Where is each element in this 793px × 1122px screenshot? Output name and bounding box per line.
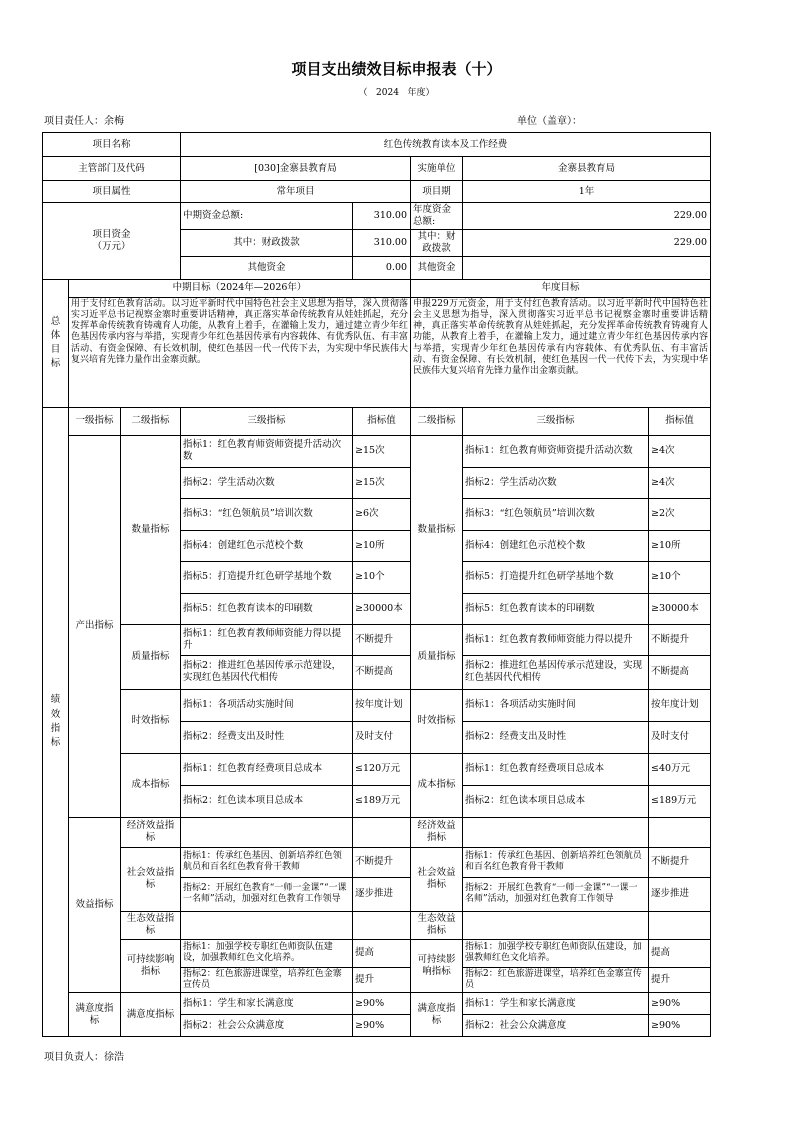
- sustain-indicator-year: 可持续影 响指标: [411, 939, 463, 993]
- header-level3-year: 三级指标: [463, 407, 649, 435]
- satisfaction-indicator: 满意度指 标: [69, 993, 121, 1037]
- timeliness-indicator: 时效指标: [121, 689, 181, 753]
- mid-indicator: 指标2：学生活动次数: [181, 467, 353, 498]
- mid-indicator: [181, 817, 353, 847]
- year-indicator: 指标1：红色教育经费项目总成本: [463, 753, 649, 785]
- year-goal-header: 年度目标: [411, 279, 711, 297]
- year-indicator: 指标2：开展红色教育“一师一金课”“一课一名师”活动，加强对红色教育工作领导: [463, 877, 649, 911]
- fund-label: 项目资金 （万元）: [43, 203, 181, 280]
- mid-indicator: 指标2：社会公众满意度: [181, 1015, 353, 1037]
- table-row: [43, 817, 711, 847]
- year-value: ≥4次: [649, 467, 711, 498]
- mid-value: 及时支付: [353, 721, 411, 753]
- year-indicator: 指标2：红色旅游进课堂，培养红色金寨宣传员: [463, 967, 649, 993]
- year-value: 及时支付: [649, 721, 711, 753]
- goals-side-label: 总 体 目 标: [43, 279, 69, 407]
- year-value: 按年度计划: [649, 689, 711, 721]
- header-level3: 三级指标: [181, 407, 353, 435]
- header-value-year: 指标值: [649, 407, 711, 435]
- social-indicator: 社会效益指 标: [121, 847, 181, 911]
- year-value: 提升: [649, 967, 711, 993]
- year-indicator: 指标5：打造提升红色研学基地个数: [463, 561, 649, 593]
- year-indicator: 指标1：红色教育师资师资提升活动次数: [463, 435, 649, 467]
- table-row: [43, 939, 711, 967]
- mid-indicator: 指标5：红色教育读本的印刷数: [181, 593, 353, 624]
- quantity-indicator: 数量指标: [121, 435, 181, 624]
- mid-other-value: 0.00: [353, 256, 411, 279]
- mid-value: ≥6次: [353, 498, 411, 530]
- year-value: 提高: [649, 939, 711, 967]
- year-value: ≤189万元: [649, 785, 711, 817]
- table-row: [43, 689, 711, 721]
- economic-indicator-year: 经济效益 指标: [411, 817, 463, 847]
- mid-value: 按年度计划: [353, 689, 411, 721]
- row-perf-header: [43, 407, 711, 435]
- row-goal-text: [43, 297, 711, 407]
- timeliness-indicator-year: 时效指标: [411, 689, 463, 753]
- mid-indicator: 指标3：“红色领航员”培训次数: [181, 498, 353, 530]
- mid-indicator: 指标1：学生和家长满意度: [181, 993, 353, 1015]
- year-value: ≤40万元: [649, 753, 711, 785]
- year-value: [649, 817, 711, 847]
- year-fin-value: 229.00: [463, 229, 711, 256]
- mid-goal-text: 用于支付红色教育活动。以习近平新时代中国特色社会主义思想为指导，深入贯彻落实习近平总书记视察金寨时重要讲话精神，真正落实革命传统教育从娃娃抓起，充分发挥革命传统教育铸魂育人功能，从教育上着手，在灌输上发力，通过建立青少年红色基因传承内容与举措，实现青少年红色基因传承有内容载体、有优秀队伍、有丰富活动、有资金保障、有长效机制，使红色基因一代一代传下去，为实现中华民族伟大复兴培育先锋力量作出金寨贡献。: [69, 297, 411, 407]
- row-project-name: [43, 133, 711, 157]
- mid-indicator: 指标1：各项活动实施时间: [181, 689, 353, 721]
- satisfaction-level2: 满意度指标: [121, 993, 181, 1037]
- year-value: ≥4次: [649, 435, 711, 467]
- mid-indicator: 指标1：加强学校专职红色师资队伍建设，加强教师红色文化培养。: [181, 939, 353, 967]
- output-indicator: 产出指标: [69, 435, 121, 817]
- year-value: 不断提升: [649, 847, 711, 877]
- mid-goal-header: 中期目标（2024年—2026年）: [69, 279, 411, 297]
- year-goal-text: 申报229万元资金，用于支付红色教育活动。以习近平新时代中国特色社会主义思想为指导，深入贯彻落实习近平总书记视察金寨时重要讲话精神，真正落实革命传统教育从娃娃抓起，充分发挥革命传统教育铸魂育人功能，从教育上着手，在灌输上发力，通过建立青少年红色基因传承内容与举措，实现青少年红色基因传承有内容载体、有优秀队伍、有丰富活动、有资金保障、有长效机制，使红色基因一代一代传下去，为实现中华民族伟大复兴培育先锋力量作出金寨贡献。: [411, 297, 711, 407]
- social-indicator-year: 社会效益 指标: [411, 847, 463, 911]
- mid-value: 逐步推进: [353, 877, 411, 911]
- mid-indicator: 指标1：红色教育师资师资提升活动次数: [181, 435, 353, 467]
- mid-other-label: 其他资金: [181, 256, 353, 279]
- header-level1: 一级指标: [69, 407, 121, 435]
- row-goal-headers: [43, 279, 711, 297]
- year-value: 逐步推进: [649, 877, 711, 911]
- table-row: [43, 911, 711, 939]
- sustain-indicator: 可持续影响 指标: [121, 939, 181, 993]
- year-value: 不断提升: [649, 624, 711, 655]
- mid-value: [353, 817, 411, 847]
- year-value: ≥2次: [649, 498, 711, 530]
- header-value: 指标值: [353, 407, 411, 435]
- mid-value: 提高: [353, 939, 411, 967]
- year-indicator: 指标1：学生和家长满意度: [463, 993, 649, 1015]
- year-other-label: 其他资金: [411, 256, 463, 279]
- mid-value: ≥15次: [353, 467, 411, 498]
- quality-indicator: 质量指标: [121, 624, 181, 689]
- mid-value: 不断提高: [353, 655, 411, 689]
- row-dept: [43, 157, 711, 181]
- year-indicator: [463, 817, 649, 847]
- year-indicator: 指标2：学生活动次数: [463, 467, 649, 498]
- perf-side-label: 绩 效 指 标: [43, 407, 69, 1037]
- mid-indicator: 指标2：开展红色教育“一师一金课”“一课一名师”活动，加强对红色教育工作领导: [181, 877, 353, 911]
- mid-value: ≤189万元: [353, 785, 411, 817]
- year-total-label: 年度资金总额:: [411, 203, 463, 230]
- mid-total-label: 中期资金总额:: [181, 203, 353, 230]
- mid-indicator: 指标2：经费支出及时性: [181, 721, 353, 753]
- year-indicator: 指标4：创建红色示范校个数: [463, 530, 649, 561]
- year-value: ≥90%: [649, 1015, 711, 1037]
- year-indicator: [463, 911, 649, 939]
- attr-value: 常年项目: [181, 181, 411, 203]
- mid-value: ≥15次: [353, 435, 411, 467]
- year-indicator: 指标3：“红色领航员”培训次数: [463, 498, 649, 530]
- mid-value: ≥10个: [353, 561, 411, 593]
- year-value: ≥90%: [649, 993, 711, 1015]
- mid-value: ≥30000本: [353, 593, 411, 624]
- row-attr: [43, 181, 711, 203]
- mid-value: 提升: [353, 967, 411, 993]
- mid-indicator: 指标2：推进红色基因传承示范建设，实现红色基因代代相传: [181, 655, 353, 689]
- year-value: ≥10所: [649, 530, 711, 561]
- dept-label: 主管部门及代码: [43, 157, 181, 181]
- mid-indicator: 指标2：红色旅游进课堂，培养红色金寨宣传员: [181, 967, 353, 993]
- row-fund-total: [43, 203, 711, 230]
- economic-indicator: 经济效益指 标: [121, 817, 181, 847]
- year-total-value: 229.00: [463, 203, 711, 230]
- cost-indicator: 成本指标: [121, 753, 181, 817]
- year-value: ≥10个: [649, 561, 711, 593]
- mid-fin-label: 其中：财政拨款: [181, 229, 353, 256]
- table-row: [43, 993, 711, 1015]
- satisfaction-level2-year: 满意度指 标: [411, 993, 463, 1037]
- mid-indicator: 指标1：红色教育教师师资能力得以提升: [181, 624, 353, 655]
- mid-indicator: 指标4：创建红色示范校个数: [181, 530, 353, 561]
- impl-value: 金寨县教育局: [463, 157, 711, 181]
- year-indicator: 指标1：加强学校专职红色师资队伍建设，加强教师红色文化培养。: [463, 939, 649, 967]
- mid-value: 不断提升: [353, 624, 411, 655]
- mid-indicator: 指标2：红色读本项目总成本: [181, 785, 353, 817]
- eco-indicator-year: 生态效益 指标: [411, 911, 463, 939]
- mid-value: [353, 911, 411, 939]
- mid-value: 不断提升: [353, 847, 411, 877]
- year-indicator: 指标2：推进红色基因传承示范建设，实现红色基因代代相传: [463, 655, 649, 689]
- page-title: 项目支出绩效目标申报表（十）: [291, 60, 502, 78]
- mid-fin-value: 310.00: [353, 229, 411, 256]
- attr-label: 项目属性: [43, 181, 181, 203]
- mid-indicator: 指标1：红色教育经费项目总成本: [181, 753, 353, 785]
- project-leader: 项目负责人：徐浩: [44, 1052, 124, 1063]
- year-line: （ 2024 年度）: [358, 88, 435, 98]
- impl-label: 实施单位: [411, 157, 463, 181]
- mid-value: ≥10所: [353, 530, 411, 561]
- quality-indicator-year: 质量指标: [411, 624, 463, 689]
- cost-indicator-year: 成本指标: [411, 753, 463, 817]
- mid-value: ≥90%: [353, 993, 411, 1015]
- benefit-indicator: 效益指标: [69, 817, 121, 993]
- year-value: [649, 911, 711, 939]
- table-row: [43, 435, 711, 467]
- unit-seal: 单位（盖章）：: [517, 116, 582, 127]
- year-indicator: 指标1：红色教育教师师资能力得以提升: [463, 624, 649, 655]
- year-value: ≥30000本: [649, 593, 711, 624]
- period-label: 项目期: [411, 181, 463, 203]
- header-level2: 二级指标: [121, 407, 181, 435]
- year-indicator: 指标2：经费支出及时性: [463, 721, 649, 753]
- year-indicator: 指标2：红色读本项目总成本: [463, 785, 649, 817]
- period-value: 1年: [463, 181, 711, 203]
- responsible-person: 项目责任人：余梅: [44, 116, 124, 127]
- header-level2-year: 二级指标: [411, 407, 463, 435]
- project-name: 红色传统教育读本及工作经费: [181, 133, 711, 157]
- project-name-label: 项目名称: [43, 133, 181, 157]
- year-fin-label: 其中：财政拨款: [411, 229, 463, 256]
- table-row: [43, 847, 711, 877]
- mid-value: ≤120万元: [353, 753, 411, 785]
- mid-indicator: 指标5：打造提升红色研学基地个数: [181, 561, 353, 593]
- year-indicator: 指标5：红色教育读本的印刷数: [463, 593, 649, 624]
- performance-table: [42, 132, 711, 1037]
- mid-value: ≥90%: [353, 1015, 411, 1037]
- year-indicator: 指标1：传承红色基因、创新培养红色领航员和百名红色教育骨干教师: [463, 847, 649, 877]
- year-indicator: 指标1：各项活动实施时间: [463, 689, 649, 721]
- year-other-value: [463, 256, 711, 279]
- table-row: [43, 753, 711, 785]
- year-value: 不断提高: [649, 655, 711, 689]
- quantity-indicator-year: 数量指标: [411, 435, 463, 624]
- dept-value: [030]金寨县教育局: [181, 157, 411, 181]
- mid-total-value: 310.00: [353, 203, 411, 230]
- mid-indicator: [181, 911, 353, 939]
- eco-indicator: 生态效益指 标: [121, 911, 181, 939]
- mid-indicator: 指标1：传承红色基因、创新培养红色领航员和百名红色教育骨干教师: [181, 847, 353, 877]
- table-row: [43, 624, 711, 655]
- year-indicator: 指标2：社会公众满意度: [463, 1015, 649, 1037]
